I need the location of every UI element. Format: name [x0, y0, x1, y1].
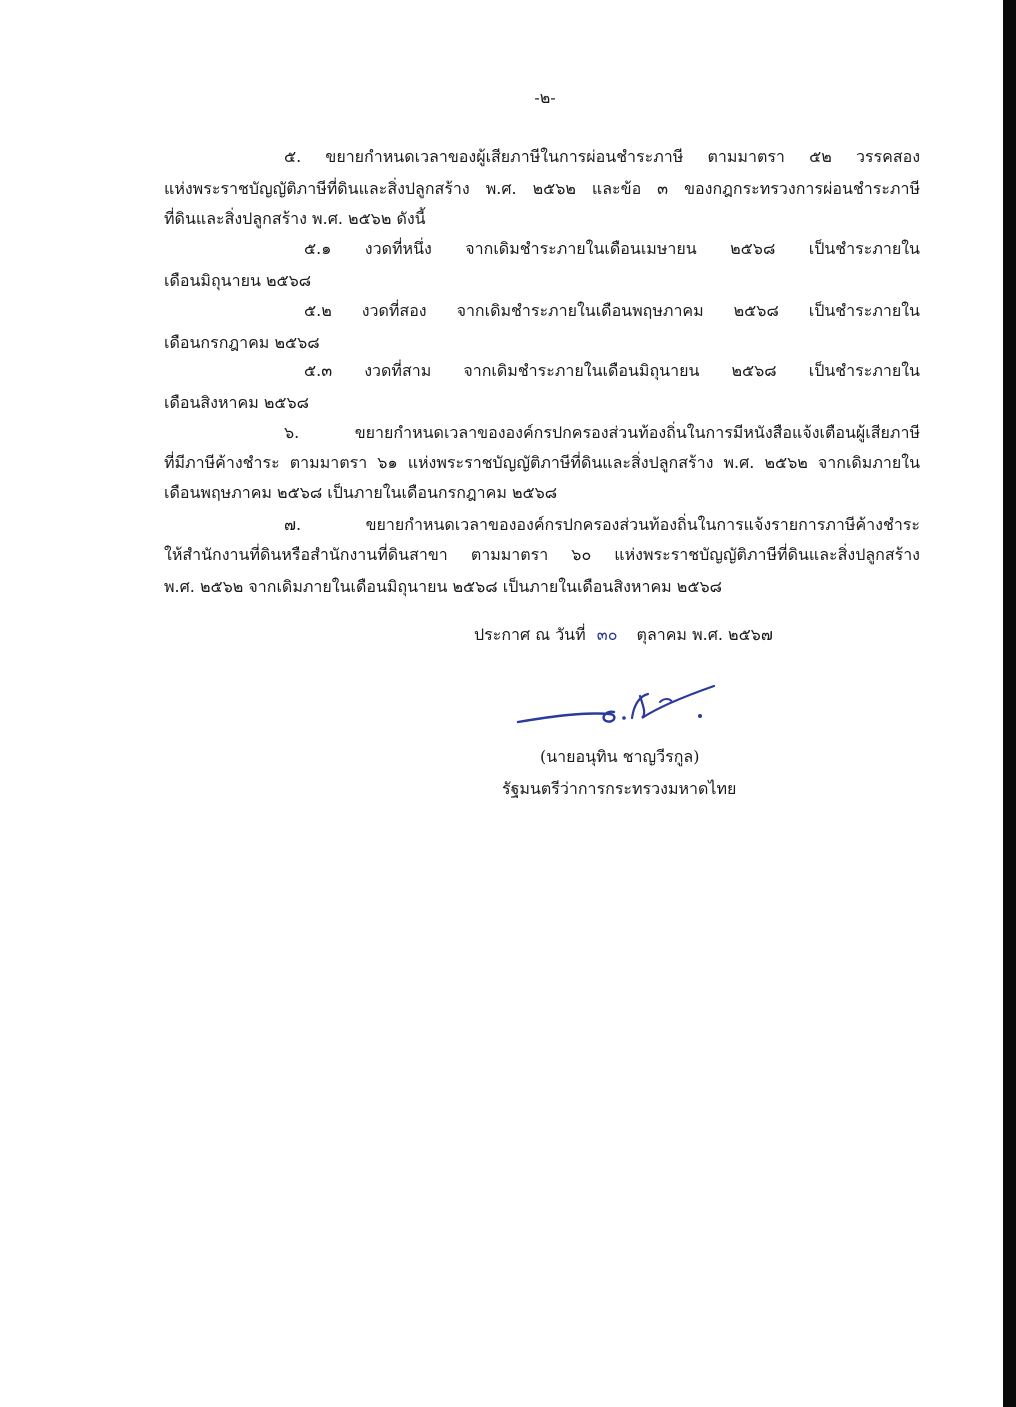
body-line-15: พ.ศ. ๒๕๖๒ จากเดิมภายในเดือนมิถุนายน ๒๕๖๘ เป็นภายในเดือนสิงหาคม ๒๕๖๘: [164, 577, 722, 596]
announcement-date: [474, 620, 814, 650]
announcement-day: ๓๐: [596, 625, 618, 644]
screen-edge-bar: [1003, 0, 1016, 1407]
announcement-prefix: ประกาศ ณ วันที่: [474, 625, 586, 644]
body-line-10: ๖. ขยายกำหนดเวลาขององค์กรปกครองส่วนท้องถิ่นในการมีหนังสือแจ้งเตือนผู้เสียภาษี: [284, 423, 920, 442]
announcement-month-year: ตุลาคม พ.ศ. ๒๕๖๗: [636, 625, 773, 644]
body-line-1: ๕. ขยายกำหนดเวลาของผู้เสียภาษีในการผ่อนชำระภาษี ตามมาตรา ๕๒ วรรคสอง: [284, 147, 920, 166]
body-line-14: ให้สำนักงานที่ดินหรือสำนักงานที่ดินสาขา ตามมาตรา ๖๐ แห่งพระราชบัญญัติภาษีที่ดินและสิ่งปลูกสร้าง: [164, 545, 920, 564]
body-line-4: ๕.๑ งวดที่หนึ่ง จากเดิมชำระภายในเดือนเมษายน ๒๕๖๘ เป็นชำระภายใน: [304, 239, 920, 258]
body-line-7: เดือนกรกฎาคม ๒๕๖๘: [164, 333, 320, 352]
body-line-12: เดือนพฤษภาคม ๒๕๖๘ เป็นภายในเดือนกรกฎาคม ๒๕๖๘: [164, 483, 558, 502]
signature-image: [514, 674, 724, 734]
body-line-9: เดือนสิงหาคม ๒๕๖๘: [164, 393, 310, 412]
body-line-3: ที่ดินและสิ่งปลูกสร้าง พ.ศ. ๒๕๖๒ ดังนี้: [164, 209, 426, 228]
body-line-5: เดือนมิถุนายน ๒๕๖๘: [164, 271, 312, 290]
body-line-13: ๗. ขยายกำหนดเวลาขององค์กรปกครองส่วนท้องถิ่นในการแจ้งรายการภาษีค้างชำระ: [284, 515, 920, 534]
body-line-8: ๕.๓ งวดที่สาม จากเดิมชำระภายในเดือนมิถุนายน ๒๕๖๘ เป็นชำระภายใน: [304, 361, 920, 380]
signer-name: (นายอนุทิน ชาญวีรกูล): [540, 747, 700, 766]
body-line-11: ที่มีภาษีค้างชำระ ตามมาตรา ๖๑ แห่งพระราชบัญญัติภาษีที่ดินและสิ่งปลูกสร้าง พ.ศ. ๒๕๖๒ จากเดิมภายใน: [164, 453, 920, 472]
body-line-2: แห่งพระราชบัญญัติภาษีที่ดินและสิ่งปลูกสร้าง พ.ศ. ๒๕๖๒ และข้อ ๓ ของกฎกระทรวงการผ่อนชำระภาษี: [164, 179, 920, 198]
body-line-6: ๕.๒ งวดที่สอง จากเดิมชำระภายในเดือนพฤษภาคม ๒๕๖๘ เป็นชำระภายใน: [304, 301, 920, 320]
page-number: -๒-: [534, 88, 556, 107]
signer-title: รัฐมนตรีว่าการกระทรวงมหาดไทย: [502, 779, 737, 798]
